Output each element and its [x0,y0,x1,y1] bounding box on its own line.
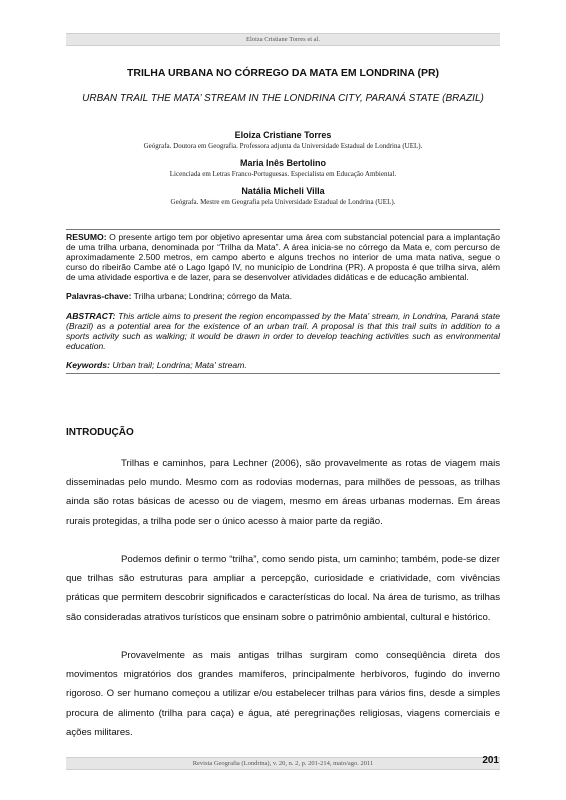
author-3 [66,185,500,207]
author-name: Natália Micheli Villa [241,186,325,196]
page-number: 201 [482,755,499,766]
running-head-text: Eloiza Cristiane Torres et al. [246,36,320,43]
keywords-paragraph [66,360,500,370]
abstract-paragraph [66,311,500,351]
resumo-paragraph [66,232,500,282]
keywords-text: Urban trail; Londrina; Mata' stream. [109,359,247,370]
author-affiliation: Geógrafa. Mestre em Geografia pela Universidade Estadual de Londrina (UEL). [170,198,396,206]
palavras-chave-paragraph [66,291,500,301]
resumo-label: RESUMO: [66,232,107,242]
section-heading: INTRODUÇÃO [66,427,134,438]
body-paragraph-3: Provavelmente as mais antigas trilhas surgiram como conseqüência direta dos movimentos migratórios dos grandes mamíferos, principalmente herbívoros, fugindo do inverno rigoroso. O ser humano começou a utilizar e/ou estabelecer trilhas para vários fins, desde a simples procura de alimento (trilha para caça) e água, até peregrinações religiosas, viagens comerciais e ações militares. [66,650,500,738]
abstract-label: ABSTRACT: [66,310,116,321]
abstract-section [66,229,500,374]
author-1 [66,129,500,151]
journal-citation: Revista Geografia (Londrina), v. 20, n. 2, p. 201-214, maio/ago. 2011 [192,760,374,767]
body-paragraph-2: Podemos definir o termo “trilha”, como sendo pista, um caminho; também, pode-se dizer que trilhas são estruturas para ampliar a percepção, curiosidade e criatividade, com vivências práticas que permitem descobrir significados e características do local. Na área de turismo, as trilhas são consideradas atrativos turísticos que ensinam sobre o patrimônio ambiental, cultural e histórico. [66,554,500,623]
palavras-chave-text: Trilha urbana; Londrina; córrego da Mata. [131,291,292,302]
palavras-chave-label: Palavras-chave: [66,291,132,302]
keywords-label: Keywords: [66,359,110,370]
article-title: TRILHA URBANA NO CÓRREGO DA MATA EM LONDRINA (PR) [126,67,440,79]
body-paragraph-1: Trilhas e caminhos, para Lechner (2006), são provavelmente as rotas de viagem mais disseminadas pelo mundo. Mesmo com as rodovias modernas, para milhões de pessoas, as trilhas ainda são rotas básicas de acesso ou de viagem, mesmo em áreas urbanas modernas. Em áreas rurais protegidas, a trilha pode ser o único acesso à maior parte da região. [66,458,500,527]
article-subtitle: URBAN TRAIL THE MATA’ STREAM IN THE LONDRINA CITY, PARANÁ STATE (BRAZIL) [82,93,484,104]
abstract-text: This article aims to present the region encompassed by the Mata' stream, in Londrina, Paraná state (Brazil) as a potential area for the existence of an urban trail. A proposal is that this trail suits in addition to a sports activity such as walking; it would be drawn in order to develop teaching activities such as environmental education. [66,310,500,351]
resumo-text: O presente artigo tem por objetivo apresentar uma área com substancial potencial para a implantação de uma trilha urbana, denominada por “Trilha da Mata”. A área inicia-se no córrego da Mata e, com percurso de aproximadamente 2.500 metros, em campo aberto e alguns trechos no interior de uma mata nativa, segue o curso do ribeirão Cambe até o Lago Igapó IV, no município de Londrina (PR). A proposta é que trilha sirva, além de uma atividade esportiva e de lazer, para se desenvolver atividades didáticas e de educação ambiental. [66,232,500,283]
footer-bar [66,757,500,770]
author-name: Eloiza Cristiane Torres [234,130,332,140]
author-affiliation: Licenciada em Letras Franco-Portuguesas. Especialista em Educação Ambiental. [169,170,397,178]
author-affiliation: Geógrafa. Doutora em Geografia. Professora adjunta da Universidade Estadual de Londrina (UEL). [143,142,423,150]
author-2 [66,157,500,179]
running-header [66,33,500,46]
author-name: Maria Inês Bertolino [239,158,327,168]
